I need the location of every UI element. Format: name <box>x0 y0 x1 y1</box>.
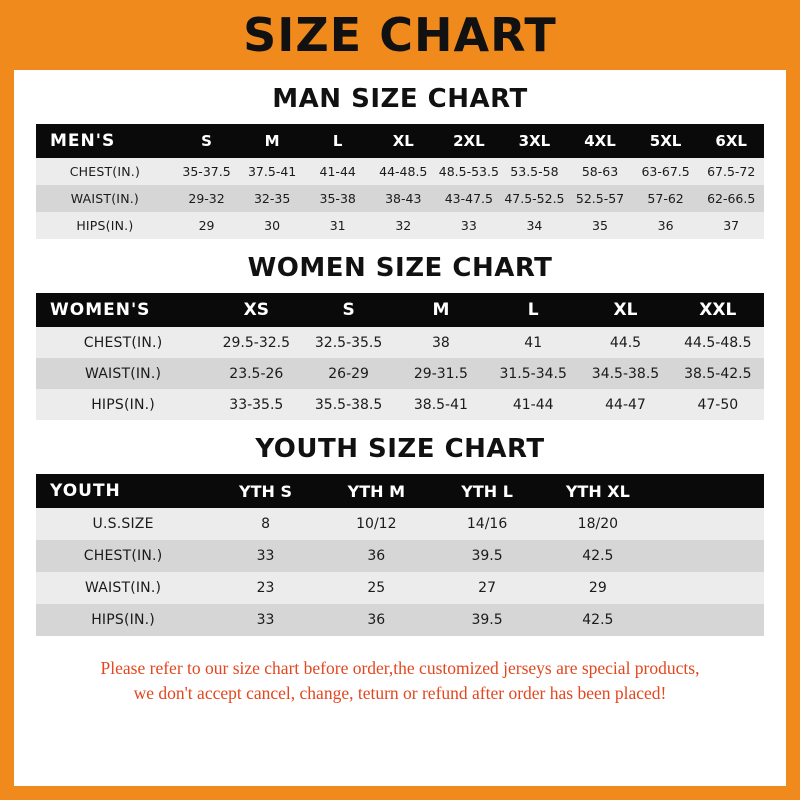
youth-size-table <box>36 474 764 636</box>
table-header-row <box>36 293 764 327</box>
men-cell-2-5: 34 <box>502 212 568 239</box>
men-cell-0-4: 48.5-53.5 <box>436 158 502 185</box>
table-row <box>36 185 764 212</box>
youth-row-label-3: HIPS(IN.) <box>36 604 210 636</box>
men-cell-1-3: 38-43 <box>370 185 436 212</box>
women-cell-2-0: 33-35.5 <box>210 389 302 420</box>
youth-cell-1-0: 33 <box>210 540 321 572</box>
men-cell-2-0: 29 <box>174 212 240 239</box>
table-row <box>36 327 764 358</box>
youth-table-header <box>36 474 764 508</box>
men-row-label-1: WAIST(IN.) <box>36 185 174 212</box>
women-cell-2-2: 38.5-41 <box>395 389 487 420</box>
women-col-5: XXL <box>672 293 764 327</box>
table-header-row <box>36 474 764 508</box>
section-title-youth: YOUTH SIZE CHART <box>255 434 545 464</box>
section-title-men: MAN SIZE CHART <box>272 84 528 114</box>
page-title: SIZE CHART <box>243 8 557 62</box>
youth-cell-2-4 <box>653 572 764 604</box>
women-cell-2-5: 47-50 <box>672 389 764 420</box>
youth-cell-0-1: 10/12 <box>321 508 432 540</box>
men-cell-0-8: 67.5-72 <box>698 158 764 185</box>
men-cell-2-1: 30 <box>239 212 305 239</box>
women-row-label-0: CHEST(IN.) <box>36 327 210 358</box>
youth-col-3: YTH XL <box>542 474 653 508</box>
men-cell-0-6: 58-63 <box>567 158 633 185</box>
section-title-women: WOMEN SIZE CHART <box>247 253 553 283</box>
youth-cell-2-1: 25 <box>321 572 432 604</box>
men-cell-1-5: 47.5-52.5 <box>502 185 568 212</box>
women-cell-0-1: 32.5-35.5 <box>302 327 394 358</box>
youth-col-2: YTH L <box>432 474 543 508</box>
footer-note <box>36 656 764 707</box>
table-row <box>36 572 764 604</box>
men-col-5: 3XL <box>502 124 568 158</box>
women-cell-2-3: 41-44 <box>487 389 579 420</box>
men-cell-1-2: 35-38 <box>305 185 371 212</box>
women-cell-1-1: 26-29 <box>302 358 394 389</box>
men-cell-1-0: 29-32 <box>174 185 240 212</box>
youth-cell-2-0: 23 <box>210 572 321 604</box>
section-women <box>36 253 764 420</box>
men-cell-2-4: 33 <box>436 212 502 239</box>
women-col-1: S <box>302 293 394 327</box>
women-cell-0-3: 41 <box>487 327 579 358</box>
men-cell-2-8: 37 <box>698 212 764 239</box>
women-cell-0-2: 38 <box>395 327 487 358</box>
women-cell-1-2: 29-31.5 <box>395 358 487 389</box>
header-banner <box>0 0 800 70</box>
women-col-4: XL <box>579 293 671 327</box>
youth-table-body <box>36 508 764 636</box>
table-row <box>36 158 764 185</box>
youth-cell-1-3: 42.5 <box>542 540 653 572</box>
footer-note-line-1: Please refer to our size chart before order,the customized jerseys are special products, <box>100 658 700 678</box>
youth-cell-3-1: 36 <box>321 604 432 636</box>
youth-col-0: YTH S <box>210 474 321 508</box>
table-row <box>36 604 764 636</box>
men-size-table <box>36 124 764 239</box>
youth-cell-0-0: 8 <box>210 508 321 540</box>
youth-row-label-2: WAIST(IN.) <box>36 572 210 604</box>
youth-corner-label: YOUTH <box>36 474 210 508</box>
youth-cell-2-3: 29 <box>542 572 653 604</box>
men-cell-2-7: 36 <box>633 212 699 239</box>
youth-cell-1-1: 36 <box>321 540 432 572</box>
men-col-0: S <box>174 124 240 158</box>
youth-cell-3-3: 42.5 <box>542 604 653 636</box>
table-row <box>36 389 764 420</box>
women-cell-0-0: 29.5-32.5 <box>210 327 302 358</box>
women-cell-2-4: 44-47 <box>579 389 671 420</box>
men-cell-0-5: 53.5-58 <box>502 158 568 185</box>
women-cell-2-1: 35.5-38.5 <box>302 389 394 420</box>
bottom-border-strip <box>0 786 800 800</box>
men-col-2: L <box>305 124 371 158</box>
men-cell-2-2: 31 <box>305 212 371 239</box>
men-row-label-0: CHEST(IN.) <box>36 158 174 185</box>
youth-cell-1-4 <box>653 540 764 572</box>
men-cell-1-7: 57-62 <box>633 185 699 212</box>
women-col-2: M <box>395 293 487 327</box>
men-cell-0-2: 41-44 <box>305 158 371 185</box>
youth-cell-2-2: 27 <box>432 572 543 604</box>
youth-cell-3-0: 33 <box>210 604 321 636</box>
men-table-header <box>36 124 764 158</box>
section-men <box>36 84 764 239</box>
women-col-3: L <box>487 293 579 327</box>
women-col-0: XS <box>210 293 302 327</box>
youth-cell-0-4 <box>653 508 764 540</box>
women-corner-label: WOMEN'S <box>36 293 210 327</box>
men-corner-label: MEN'S <box>36 124 174 158</box>
men-cell-0-7: 63-67.5 <box>633 158 699 185</box>
women-cell-0-5: 44.5-48.5 <box>672 327 764 358</box>
women-cell-1-0: 23.5-26 <box>210 358 302 389</box>
women-cell-1-3: 31.5-34.5 <box>487 358 579 389</box>
youth-col-1: YTH M <box>321 474 432 508</box>
women-row-label-2: HIPS(IN.) <box>36 389 210 420</box>
table-row <box>36 212 764 239</box>
table-row <box>36 358 764 389</box>
men-cell-0-1: 37.5-41 <box>239 158 305 185</box>
women-cell-1-4: 34.5-38.5 <box>579 358 671 389</box>
youth-row-label-0: U.S.SIZE <box>36 508 210 540</box>
youth-cell-1-2: 39.5 <box>432 540 543 572</box>
men-cell-1-6: 52.5-57 <box>567 185 633 212</box>
men-col-4: 2XL <box>436 124 502 158</box>
youth-cell-3-4 <box>653 604 764 636</box>
women-cell-0-4: 44.5 <box>579 327 671 358</box>
women-cell-1-5: 38.5-42.5 <box>672 358 764 389</box>
women-table-header <box>36 293 764 327</box>
youth-cell-0-3: 18/20 <box>542 508 653 540</box>
youth-row-label-1: CHEST(IN.) <box>36 540 210 572</box>
table-row <box>36 540 764 572</box>
men-cell-2-3: 32 <box>370 212 436 239</box>
footer-note-line-2: we don't accept cancel, change, teturn or refund after order has been placed! <box>133 683 667 704</box>
men-col-8: 6XL <box>698 124 764 158</box>
men-col-7: 5XL <box>633 124 699 158</box>
youth-col-4 <box>653 474 764 508</box>
men-cell-0-0: 35-37.5 <box>174 158 240 185</box>
men-row-label-2: HIPS(IN.) <box>36 212 174 239</box>
men-cell-1-4: 43-47.5 <box>436 185 502 212</box>
table-header-row <box>36 124 764 158</box>
men-table-body <box>36 158 764 239</box>
women-table-body <box>36 327 764 420</box>
men-cell-1-8: 62-66.5 <box>698 185 764 212</box>
men-col-1: M <box>239 124 305 158</box>
youth-cell-0-2: 14/16 <box>432 508 543 540</box>
men-col-3: XL <box>370 124 436 158</box>
men-cell-0-3: 44-48.5 <box>370 158 436 185</box>
youth-cell-3-2: 39.5 <box>432 604 543 636</box>
content-area <box>14 84 786 707</box>
table-row <box>36 508 764 540</box>
women-row-label-1: WAIST(IN.) <box>36 358 210 389</box>
men-cell-1-1: 32-35 <box>239 185 305 212</box>
men-cell-2-6: 35 <box>567 212 633 239</box>
men-col-6: 4XL <box>567 124 633 158</box>
women-size-table <box>36 293 764 420</box>
section-youth <box>36 434 764 636</box>
